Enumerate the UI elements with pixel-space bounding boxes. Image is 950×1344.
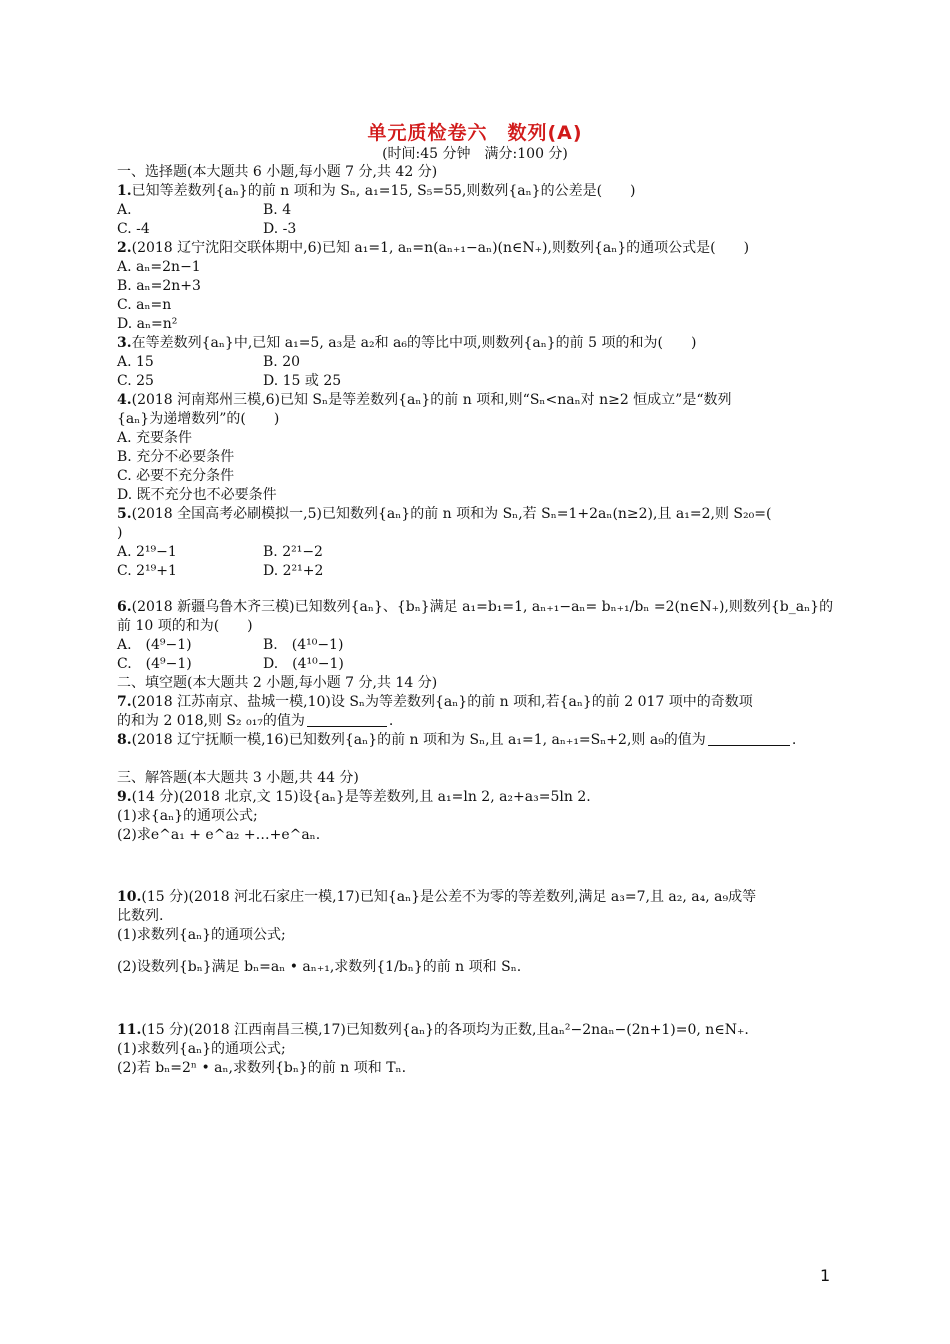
option-b: B. 4	[263, 202, 292, 218]
option-a: A. 充要条件	[117, 430, 193, 446]
question-3	[117, 334, 696, 353]
question-4-continued: {aₙ}为递增数列”的( )	[117, 411, 280, 427]
question-number: 1.	[117, 183, 132, 199]
section-heading-choice: 一、选择题(本大题共 6 小题,每小题 7 分,共 42 分)	[117, 164, 438, 180]
question-text: 的和为 2 018,则 S₂ ₀₁₇的值为	[117, 713, 305, 729]
option-c: C. aₙ=n	[117, 297, 172, 313]
option-d: D. 既不充分也不必要条件	[117, 487, 277, 503]
question-10-part-1: (1)求数列{aₙ}的通项公式;	[117, 927, 286, 943]
option-d: D. 2²¹+2	[263, 563, 324, 579]
question-5-continued: )	[117, 525, 123, 541]
question-9	[117, 788, 591, 807]
question-8	[117, 731, 796, 750]
question-7	[117, 693, 753, 712]
question-text: (2018 江苏南京、盐城一模,10)设 Sₙ为等差数列{aₙ}的前 n 项和,若{aₙ}的前 2 017 项中的奇数项	[131, 694, 753, 710]
question-number: 10.	[117, 889, 142, 905]
page-title: 单元质检卷六 数列(A)	[367, 122, 583, 144]
option-d: D. -3	[263, 221, 297, 237]
question-number: 3.	[117, 335, 132, 351]
question-2	[117, 239, 749, 258]
question-number: 7.	[117, 694, 132, 710]
question-11-part-1: (1)求数列{aₙ}的通项公式;	[117, 1041, 286, 1057]
question-text: (2018 全国高考必刷模拟一,5)已知数列{aₙ}的前 n 项和为 Sₙ,若 Sₙ=1+2aₙ(n≥2),且 a₁=2,则 S₂₀=(	[131, 506, 772, 522]
option-d: D. aₙ=n²	[117, 316, 178, 332]
page-subtitle: (时间:45 分钟 满分:100 分)	[382, 146, 568, 162]
option-c: C. -4	[117, 221, 150, 237]
question-11	[117, 1021, 749, 1040]
question-number: 4.	[117, 392, 132, 408]
option-b: B. 20	[263, 354, 301, 370]
question-6	[117, 598, 833, 617]
option-b: B. 充分不必要条件	[117, 449, 235, 465]
page-number: 1	[820, 1266, 831, 1285]
option-b: B. (4¹⁰−1)	[263, 637, 344, 653]
section-heading-fill: 二、填空题(本大题共 2 小题,每小题 7 分,共 14 分)	[117, 675, 438, 691]
question-10	[117, 888, 756, 907]
question-text: 在等差数列{aₙ}中,已知 a₁=5, a₃是 a₂和 a₆的等比中项,则数列{aₙ}的前 5 项的和为( )	[131, 335, 697, 351]
answer-blank	[708, 731, 790, 746]
question-1	[117, 182, 636, 201]
question-9-part-1: (1)求{aₙ}的通项公式;	[117, 808, 258, 824]
question-text: (15 分)(2018 江西南昌三模,17)已知数列{aₙ}的各项均为正数,且aₙ²−2naₙ−(2n+1)=0, n∈N₊.	[141, 1022, 749, 1038]
period-text: .	[791, 732, 797, 748]
question-7-continued	[117, 712, 393, 731]
question-4	[117, 391, 732, 410]
question-11-part-2: (2)若 bₙ=2ⁿ • aₙ,求数列{bₙ}的前 n 项和 Tₙ.	[117, 1060, 407, 1076]
question-6-continued: 前 10 项的和为( )	[117, 618, 253, 634]
question-number: 11.	[117, 1022, 142, 1038]
option-a: A. 2¹⁹−1	[117, 544, 177, 560]
question-text: (2018 辽宁抚顺一模,16)已知数列{aₙ}的前 n 项和为 Sₙ,且 a₁=1, aₙ₊₁=Sₙ+2,则 a₉的值为	[131, 732, 706, 748]
option-c: C. 25	[117, 373, 154, 389]
option-a: A. 15	[117, 354, 154, 370]
option-a: A. (4⁹−1)	[117, 637, 192, 653]
question-number: 6.	[117, 599, 132, 615]
option-d: D. (4¹⁰−1)	[263, 656, 344, 672]
question-9-part-2: (2)求e^a₁ + e^a₂ +…+e^aₙ.	[117, 827, 321, 843]
question-5	[117, 505, 771, 524]
option-c: C. 2¹⁹+1	[117, 563, 177, 579]
question-number: 2.	[117, 240, 132, 256]
question-text: (2018 辽宁沈阳交联体期中,6)已知 a₁=1, aₙ=n(aₙ₊₁−aₙ)(n∈N₊),则数列{aₙ}的通项公式是( )	[131, 240, 750, 256]
question-text: (2018 河南郑州三模,6)已知 Sₙ是等差数列{aₙ}的前 n 项和,则“Sₙ<naₙ对 n≥2 恒成立”是“数列	[131, 392, 732, 408]
option-d: D. 15 或 25	[263, 373, 342, 389]
question-10-continued: 比数列.	[117, 908, 164, 924]
period-text: .	[388, 713, 394, 729]
question-text: (15 分)(2018 河北石家庄一模,17)已知{aₙ}是公差不为零的等差数列,满足 a₃=7,且 a₂, a₄, a₉成等	[141, 889, 757, 905]
question-text: (14 分)(2018 北京,文 15)设{aₙ}是等差数列,且 a₁=ln 2, a₂+a₃=5ln 2.	[131, 789, 591, 805]
section-heading-solve: 三、解答题(本大题共 3 小题,共 44 分)	[117, 770, 359, 786]
option-a: A. aₙ=2n−1	[117, 259, 201, 275]
option-a: A.	[117, 202, 132, 218]
option-c: C. (4⁹−1)	[117, 656, 192, 672]
option-b: B. aₙ=2n+3	[117, 278, 201, 294]
question-number: 8.	[117, 732, 132, 748]
option-b: B. 2²¹−2	[263, 544, 323, 560]
question-text: (2018 新疆乌鲁木齐三模)已知数列{aₙ}、{bₙ}满足 a₁=b₁=1, aₙ₊₁−aₙ= bₙ₊₁/bₙ =2(n∈N₊),则数列{b_aₙ}的	[131, 599, 834, 615]
question-10-part-2: (2)设数列{bₙ}满足 bₙ=aₙ • aₙ₊₁,求数列{1/bₙ}的前 n 项和 Sₙ.	[117, 959, 522, 975]
question-number: 9.	[117, 789, 132, 805]
answer-blank	[307, 712, 387, 727]
option-c: C. 必要不充分条件	[117, 468, 235, 484]
question-number: 5.	[117, 506, 132, 522]
question-text: 已知等差数列{aₙ}的前 n 项和为 Sₙ, a₁=15, S₅=55,则数列{aₙ}的公差是( )	[131, 183, 636, 199]
